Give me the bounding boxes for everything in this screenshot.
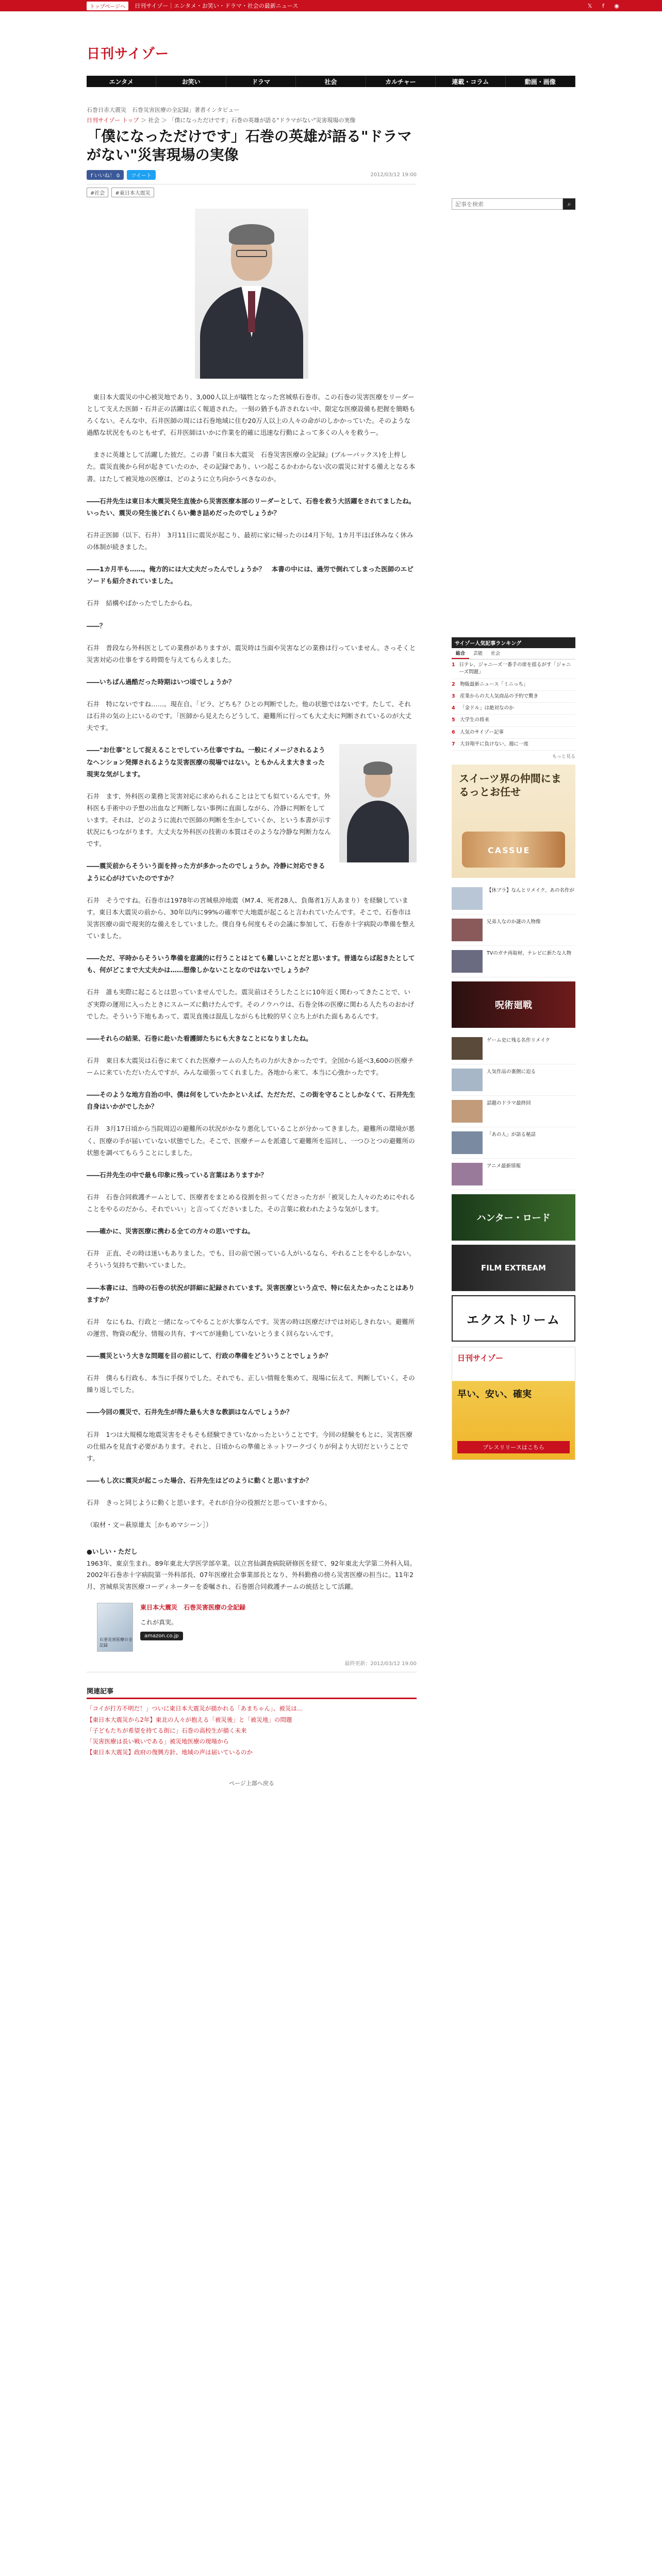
tag[interactable]: #東日本大震災	[111, 188, 154, 197]
sweets-ad[interactable]: スイーツ界の仲間にまるっとお任せ CASSUE	[452, 765, 575, 878]
article-paragraph: 石井正医師（以下、石井） 3月11日に震災が起こり、最初に家に帰ったのは4月下旬。1カ月半ほぼ休みなく休みの体制が続きました。	[87, 531, 413, 551]
list-item[interactable]: TVのガチ再取材、テレビに新たな人物	[452, 946, 575, 977]
site-tagline: 日刊サイゾー｜エンタメ・お笑い・ドラマ・社会の最新ニュース	[135, 3, 299, 9]
profile-heading: ●いしい・ただし	[87, 1548, 138, 1556]
promo-banner[interactable]: エクストリーム	[452, 1295, 575, 1342]
promo-banner[interactable]: FILM EXTREAM	[452, 1245, 575, 1291]
article-date: 2012/03/12 19:00	[370, 172, 417, 178]
press-release-ad[interactable]: 日刊サイゾー 早い、安い、確実 プレスリリースはこちら	[452, 1347, 575, 1460]
interview-question: ――もし次に震災が起こった場合、石井先生はどのように動くと思いますか？	[87, 1476, 312, 1484]
breadcrumb-home[interactable]: 日刊サイゾー トップ	[87, 117, 139, 124]
interview-question: ――いちばん過酷だった時期はいつ頃でしょうか？	[87, 677, 235, 686]
breadcrumb	[87, 116, 417, 124]
interview-question: ――？	[87, 621, 106, 630]
breadcrumb-rest: ＞ 社会 ＞ 「僕になっただけです」石巻の英雄が語る"ドラマがない"災害現場の実像	[140, 117, 356, 124]
article-main	[87, 106, 417, 1787]
article-paragraph: （取材・文＝萩原雄太［かもめマシーン］）	[87, 1521, 212, 1529]
related-link[interactable]: 【東日本大震災から2年】東北の人々が抱える「被災後」と「被災地」の問題	[87, 1716, 292, 1723]
author-profile	[87, 1546, 417, 1592]
interview-question: ――ただ、平時からそういう準備を意識的に行うことはとても難しいことだと思います。普通ならば起きたとしても、何がどこまで大丈夫かは……想像しかないことなのではないでしょうか？	[87, 954, 415, 974]
share-bar	[87, 170, 417, 180]
tag[interactable]: #社会	[87, 188, 108, 197]
ranking-item[interactable]: 6 人気のサイゾー記事	[452, 727, 575, 739]
ranking-tabs	[452, 648, 575, 659]
tab-overall[interactable]: 総合	[452, 648, 469, 659]
nav-item[interactable]: カルチャー	[366, 76, 436, 87]
nav-item[interactable]: 動画・画像	[506, 76, 575, 87]
list-item[interactable]: 「あの人」が語る秘話	[452, 1127, 575, 1159]
interview-question: ――震災前からそういう面を持った方が多かったのでしょうか。冷静に対応できるように心がけていたのですか？	[87, 862, 325, 882]
ranking-item[interactable]: 3 産業からの大人気商品の予約で驚き	[452, 691, 575, 703]
interview-question: ――本書には、当時の石巻の状況が詳細に記録されています。災害医療という点で、特に伝えたかったことはありますか？	[87, 1283, 415, 1303]
hero-photo	[195, 209, 308, 379]
article-paragraph: 石井 誰も実際に起こるとは思っていませんでした。震災前はそうしたことに10年近く関わってきたことで、いざ実際の運用に入ったときにスムーズに動けたんです。そのノウハウは、石巻全体の医療に関わる人たちのおかげでした。そういう下地もあって、震災直後は混乱しながらも比較的早く立ち上がれた面もあるんです。	[87, 988, 415, 1020]
home-badge[interactable]: トップページへ	[87, 2, 128, 10]
article-paragraph: 石井 1つは大規模な地震災害をそもそも経験できていなかったということです。今回の経験をもとに、災害医療の仕組みを見直す必要があります。それと、日頃からの準備とネットワークづくりが何より大切だということです。	[87, 1430, 412, 1462]
promo-banner[interactable]: 呪術廻戦	[452, 981, 575, 1028]
list-item[interactable]: 人気作品の裏側に迫る	[452, 1064, 575, 1096]
interview-question: ――今回の震災で、石井先生が得た最も大きな教訓はなんでしょうか？	[87, 1408, 293, 1416]
tag-list	[87, 184, 417, 197]
article-paragraph: まさに英雄として活躍した彼だ。この書『東日本大震災 石巻災害医療の全記録』(ブルーバックス)を上梓した。震災直後から何が起きていたのか、その記録であり、いつ起こるかわからない次の震災に対する備えとなる本書。はたして被災地の医療は、どのように立ち向かうべきなのか。	[87, 451, 416, 483]
nav-item[interactable]: ドラマ	[226, 76, 296, 87]
search-box	[452, 198, 575, 210]
book-info	[140, 1603, 245, 1652]
article-paragraph: 石井 普段なら外科医としての業務がありますが、震災時は当面や災害などの業務は行っていません。さっそくと災害対応の仕事をする時間を与えてもらえました。	[87, 643, 416, 664]
ranking-item[interactable]: 4 「金ドル」は絶対なのか	[452, 703, 575, 715]
list-item[interactable]: ゲーム史に残る名作リメイク	[452, 1033, 575, 1064]
article-body	[87, 391, 417, 1541]
ranking-more-link[interactable]: もっと見る	[552, 754, 575, 759]
sidebar	[452, 106, 575, 1787]
article-paragraph: 石井 結構やばかったでしたからね。	[87, 599, 196, 607]
article-title: 「僕になっただけです」石巻の英雄が語る"ドラマがない"災害現場の実像	[87, 128, 412, 164]
ranking-widget	[452, 637, 575, 1460]
ranking-item[interactable]: 7 大谷翔平に負けない、週に一度	[452, 739, 575, 751]
interview-question: ――震災という大きな問題を目の前にして、行政の準備をどういうことでしょうか？	[87, 1352, 332, 1360]
related-link[interactable]: 「コイが打方不明だ！」ついに東日本大震災が描かれる「あまちゃん」、被災は…	[87, 1705, 303, 1713]
interview-question: ――そのような地方自治の中、僕は何をしていたかといえば、ただただ、この街を守ることしかなくて、石井先生自身はいかがでしたか？	[87, 1091, 416, 1111]
nav-item[interactable]: 連載・コラム	[436, 76, 505, 87]
article-paragraph: 石井 僕らも行政も、本当に手探りでした。それでも、正しい情報を集めて、現場に伝えて、判断していく。その繰り返しでした。	[87, 1374, 415, 1394]
interview-question: ――"お仕事"として捉えることでしていろ仕事ですね。一般にイメージされるようなヘンション発揮されるような災害医療の現場ではない。ともかんえま大きまった現実な気がします。	[87, 746, 325, 778]
social-links	[586, 2, 621, 10]
facebook-icon[interactable]: f	[602, 2, 604, 9]
profile-text: 1963年、東京生まれ。89年東北大学医学部卒業。以立宮仙調査病院研修医を経て、92年東北大学第二外科入局。2002年石巻赤十字病院第一外科部長、07年医療社会事業部長となり、外科勤務の傍ら災害医療の担当に。11年2月、宮城県災害医療コーディネーターを委嘱され、石巻圏合同救護チームの統括として活躍。	[87, 1559, 417, 1590]
interview-question: ――1カ月半も……。俺方的には大丈夫だったんでしょうか？ 本書の中には、過労で倒れてしまった医師のエピソードも紹介されていました。	[87, 565, 413, 585]
list-item[interactable]: アニメ最新情報	[452, 1159, 575, 1190]
article-kicker: 石巻日赤大震災 石巻災害医療の全記録」著者インタビュー	[87, 107, 240, 113]
tweet-button[interactable]: ツイート	[127, 170, 156, 180]
related-link[interactable]: 「子どもたちが希望を持てる街に」石巻の高校生が描く未来	[87, 1726, 247, 1734]
inline-photo	[339, 744, 417, 862]
article-paragraph: 石井 東日本大震災は石巻に来てくれた医療チームの人たちの力が大きかったです。全国から延べ3,600の医療チームに来ていただいたんですが、みんな頑張ってくれました。各地から来て、本当に心強かったです。	[87, 1056, 414, 1077]
content-wrapper	[87, 87, 575, 1787]
nav-item[interactable]: エンタメ	[87, 76, 156, 87]
search-input[interactable]	[452, 198, 563, 210]
nav-item[interactable]: 社会	[296, 76, 366, 87]
back-to-top[interactable]: ページ上部へ戻る	[229, 1780, 274, 1787]
facebook-like-button[interactable]: f いいね！ 0	[87, 170, 124, 180]
rss-icon[interactable]: ◉	[614, 2, 619, 9]
article-paragraph: 石井 特にないですね……。現在自、「ピラ、どちも？ひとの判断でした。他の状態ではないです。たして、それは石井の気の上にいるのです。「医師から見えたらどうして、避難所に行っても大丈夫に判断されているのが大丈夫です。	[87, 700, 412, 732]
book-note: これが真実。	[140, 1619, 178, 1626]
main-nav	[87, 76, 575, 87]
article-paragraph: 東日本大震災の中心被災地であり、3,000人以上が犠牲となった宮城県石巻市。この石巻の災害医療をリーダーとして支えた医師・石井正の活躍は広く報道された。一刻の猶予も許されない中、限定な医療設備も把握を簡略もろくない。そんな中、石井医師の周には石巻地域に住む20万人以上の人々の命がのしかかっていた。そのような過酷な状況をものともせず、石井医師はいかに作業を的確に迅速な行動によって多くの人々を救うー。	[87, 393, 416, 437]
book-card	[97, 1603, 417, 1652]
search-icon[interactable]: ⌕	[563, 198, 575, 210]
top-bar	[0, 0, 662, 11]
interview-question: ――それらの結果、石巻に赴いた看護師たちにも大きなことになりましたね。	[87, 1034, 312, 1042]
last-updated: 最終更新：2012/03/12 19:00	[87, 1659, 417, 1672]
article-paragraph: 石井 そうですね。石巻市は1978年の宮城県沖地震（M7.4、死者28人、負傷者1万人あまり）を経験しています。東日本大震災の前から、30年以内に99%の確率で大地震が起こると言われていたんです。そこで、石巻市は災害医療の面で現実的な備えをしていました。僕自身も何度もその会議に参加して、石巻赤十字病院の準備を整えていました。	[87, 896, 416, 940]
site-header	[87, 11, 575, 76]
book-title[interactable]: 東日本大震災 石巻災害医療の全記録	[140, 1604, 246, 1612]
list-item[interactable]: 【休ブラ】なんとリメイク、あの名作が	[452, 883, 575, 914]
related-link[interactable]: 「災害医療は長い戦いである」被災地医療の現場から	[87, 1738, 229, 1745]
interview-question: ――石井先生は東日本大震災発生直後から災害医療本部のリーダーとして、石巻を救う大活躍をされてましたね。いったい、震災の発生後どれくらい働き詰めだったのでしょうか？	[87, 497, 416, 517]
related-heading: 関連記事	[87, 1686, 417, 1699]
article-paragraph: 石井 石巻合同救護チームとして、医療者をまとめる役割を担ってくださった方が「被災した人々のためにやれることをやるのだから、それでいい」と言ってくださいました。その言葉に救われたような気がします。	[87, 1193, 416, 1213]
pickup-list	[452, 883, 575, 977]
article-paragraph: 石井 なにもね、行政と一緒になってやることが大事なんです。災害の時は医療だけでは対応しきれない。避難所の運営、物資の配分、情報の共有、すべてが連動していないとうまく回らないんです。	[87, 1317, 415, 1337]
interview-question: ――石井先生の中で最も印象に残っている言葉はありますか？	[87, 1171, 268, 1179]
ranking-item[interactable]: 5 大学生の将来	[452, 715, 575, 726]
ranking-list	[452, 659, 575, 751]
amazon-button[interactable]: amazon.co.jp	[140, 1632, 183, 1640]
tab-society[interactable]: 社会	[491, 651, 501, 656]
book-cover[interactable]: 石巻災害医療の全記録	[97, 1603, 133, 1652]
ranking-item[interactable]: 1 日テレ、ジャニーズ一番手の席を揺るがす「ジャニーズ問題」	[452, 659, 575, 679]
twitter-icon[interactable]: 𝕏	[587, 2, 592, 9]
interview-question: ――確かに、災害医療に携わる全ての方々の思いですね。	[87, 1227, 255, 1235]
tab-entertainment[interactable]: 芸能	[473, 651, 483, 656]
site-logo[interactable]: 日刊サイゾー	[87, 46, 170, 62]
article-paragraph: 石井 正直、その時は迷いもありました。でも、目の前で困っている人がいるなら、やれることをやるしかない。そういう気持ちで動いていました。	[87, 1249, 416, 1269]
article-paragraph: 石井 きっと同じように動くと思います。それが自分の役割だと思っていますから。	[87, 1499, 332, 1507]
ranking-item[interactable]: 2 物販最新ニュース「ミニっち」	[452, 679, 575, 691]
ranking-title: サイゾー人気記事ランキング	[452, 637, 575, 648]
related-link[interactable]: 【東日本大震災】政府の復興方針、地域の声は届いているのか	[87, 1749, 253, 1756]
article-paragraph: 石井 3月17日頃から当院周辺の避難所の状況がかなり悪化していることが分かってきました。避難所の環境が悪く、医療の手が届いていない状態でした。そこで、医療チームを派遣して避難所を巡回し、一つひとつの避難所の状態を調べてもらうことにしました。	[87, 1125, 415, 1157]
related-articles	[87, 1686, 417, 1758]
article-paragraph: 石井 ます、外科医の業務と災害対応に求められることはとても似ているんです。外科医も手術中の予想の出血など判断しない事例に直面しながら、冷静に判断をしています。それは、どのように流れで医師の判断を生かしていくか、という本書が示す状況にもつながります。大丈夫な外科医の技術の本質はそのような冷静な判断力なんです。	[87, 792, 332, 848]
nav-item[interactable]: お笑い	[156, 76, 226, 87]
news-list	[452, 1033, 575, 1190]
list-item[interactable]: 兄弟人なのか謎の人物像	[452, 914, 575, 946]
list-item[interactable]: 話題のドラマ最終回	[452, 1096, 575, 1127]
promo-banner[interactable]: ハンター・ロード	[452, 1194, 575, 1241]
